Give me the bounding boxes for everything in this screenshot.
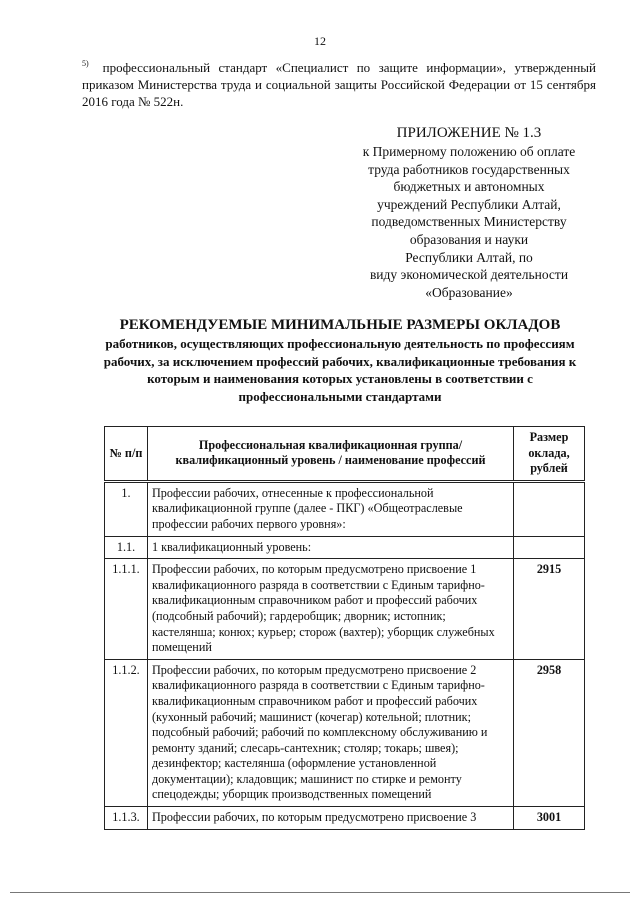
annex-line: образования и науки bbox=[409, 231, 529, 247]
annex-line: к Примерному положению об оплате bbox=[362, 144, 576, 159]
document-title-main: РЕКОМЕНДУЕМЫЕ МИНИМАЛЬНЫЕ РАЗМЕРЫ ОКЛАДОВ bbox=[119, 317, 561, 333]
row-number: 1. bbox=[105, 481, 148, 536]
annex-line: труда работников государственных bbox=[368, 161, 570, 177]
row-salary: 2915 bbox=[514, 559, 585, 660]
row-description: Профессии рабочих, по которым предусмотрено присвоение 3 bbox=[148, 807, 514, 830]
annex-line: «Образование» bbox=[425, 284, 513, 300]
document-title bbox=[96, 316, 584, 405]
table-row bbox=[105, 807, 585, 830]
annex-title: ПРИЛОЖЕНИЕ № 1.3 bbox=[396, 125, 542, 141]
footnote bbox=[82, 55, 596, 110]
annex-line: подведомственных Министерству bbox=[371, 214, 567, 230]
table-row bbox=[105, 481, 585, 536]
table-header-row bbox=[105, 427, 585, 482]
row-description: 1 квалификационный уровень: bbox=[148, 536, 514, 559]
row-description: Профессии рабочих, отнесенные к профессиональной квалификационной группе (далее - ПКГ) «Общеотраслевые профессии рабочих первого уровня»: bbox=[148, 481, 514, 536]
table-row bbox=[105, 659, 585, 806]
row-salary bbox=[514, 481, 585, 536]
page-bottom-rule bbox=[10, 892, 630, 893]
header-description: Профессиональная квалификационная группа/квалификационный уровень / наименование профессий bbox=[148, 427, 514, 482]
table-row bbox=[105, 536, 585, 559]
annex-line: учреждений Республики Алтай, bbox=[377, 196, 561, 212]
row-salary: 3001 bbox=[514, 807, 585, 830]
annex-line: бюджетных и автономных bbox=[393, 179, 545, 195]
table-row bbox=[105, 559, 585, 660]
salary-table bbox=[104, 426, 585, 830]
document-title-subtitle: работников, осуществляющих профессиональную деятельность по профессиям рабочих, за исключением профессий рабочих, квалификационные требования к которым и наименования которых установлены в соответствии с профессиональными стандартами bbox=[103, 336, 577, 404]
annex-line: Республики Алтай, по bbox=[405, 249, 533, 265]
page-number: 12 bbox=[314, 34, 326, 48]
row-salary bbox=[514, 536, 585, 559]
row-salary: 2958 bbox=[514, 659, 585, 806]
row-number: 1.1.2. bbox=[105, 659, 148, 806]
row-number: 1.1. bbox=[105, 536, 148, 559]
row-description: Профессии рабочих, по которым предусмотрено присвоение 1 квалификационного разряда в соответствии с Единым тарифно-квалификационным справочником работ и профессий рабочих (подсобный рабочий); гардеробщик; дворник; истопник; кастелянша; конюх; курьер; сторож (вахтер); уборщик служебных помещений bbox=[148, 559, 514, 660]
footnote-text: профессиональный стандарт «Специалист по защите информации», утвержденный приказом Министерства труда и социальной защиты Российской Федерации от 15 сентября 2016 года № 522н. bbox=[82, 60, 596, 109]
annex-line: виду экономической деятельности bbox=[369, 267, 569, 283]
footnote-marker: 5) bbox=[82, 59, 89, 68]
row-number: 1.1.1. bbox=[105, 559, 148, 660]
row-description: Профессии рабочих, по которым предусмотрено присвоение 2 квалификационного разряда в соответствии с Единым тарифно-квалификационным справочником работ и профессий рабочих (кухонный рабочий; машинист (кочегар) котельной; плотник; подсобный рабочий; рабочий по комплексному обслуживанию и ремонту зданий; слесарь-сантехник; столяр; токарь; швея); дезинфектор; кастелянша (оформление установленной документации); кладовщик; машинист по стирке и ремонту спецодежды; уборщик производственных помещений bbox=[148, 659, 514, 806]
annex-block bbox=[340, 124, 598, 301]
header-number: № п/п bbox=[105, 427, 148, 482]
header-salary: Размер оклада, рублей bbox=[514, 427, 585, 482]
row-number: 1.1.3. bbox=[105, 807, 148, 830]
